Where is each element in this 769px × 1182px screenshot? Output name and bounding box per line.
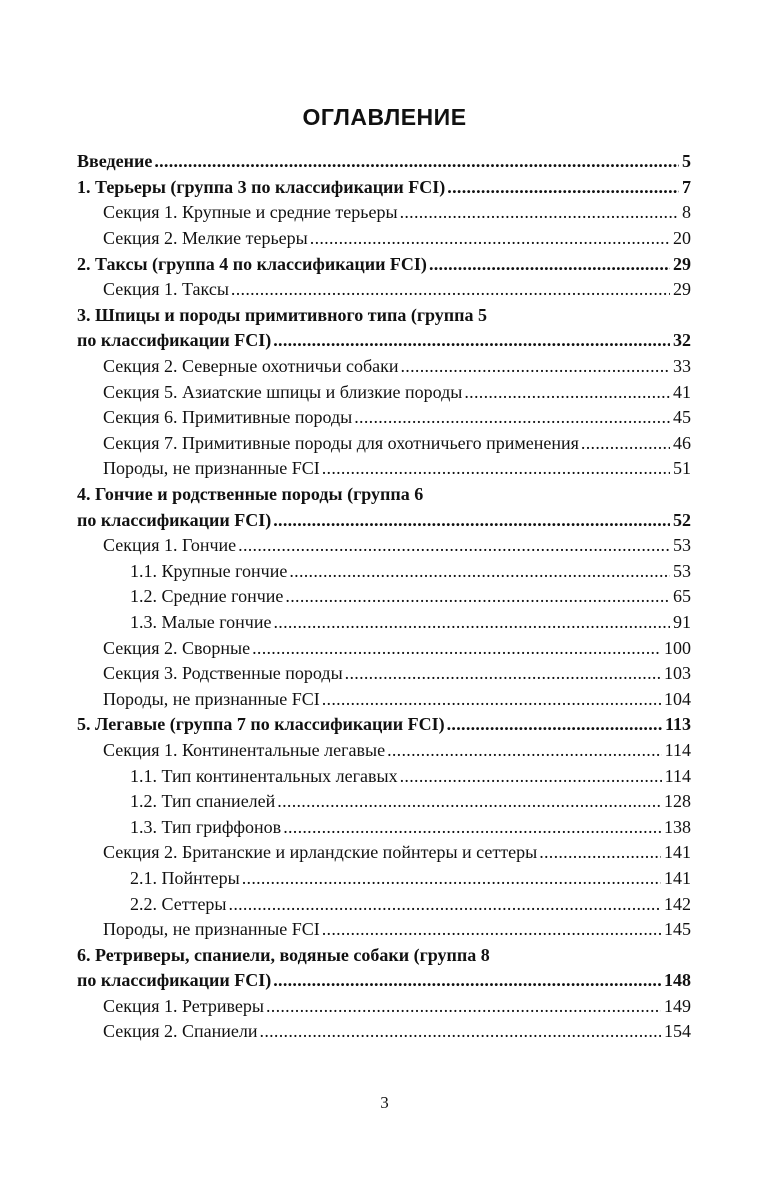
toc-entry — [77, 866, 691, 892]
toc-entry-title: 1.3. Тип гриффонов — [130, 816, 282, 837]
table-of-contents — [77, 149, 691, 1045]
toc-entry — [77, 328, 691, 354]
toc-entry — [77, 968, 691, 994]
toc-entry — [77, 738, 691, 764]
toc-entry — [77, 405, 691, 431]
toc-leader-dots — [281, 817, 661, 838]
toc-entry — [77, 712, 691, 738]
toc-entry-page: 103 — [664, 663, 691, 684]
toc-entry — [77, 507, 691, 533]
toc-leader-dots — [271, 510, 670, 531]
toc-entry-title: 1. Терьеры (группа 3 по классификации FCI) — [77, 176, 446, 197]
toc-entry-title: Секция 2. Мелкие терьеры — [103, 228, 308, 249]
toc-entry — [77, 635, 691, 661]
toc-entry — [77, 917, 691, 943]
toc-entry — [77, 814, 691, 840]
toc-entry-page: 65 — [673, 586, 691, 607]
toc-entry-title: по классификации FCI) — [77, 970, 272, 991]
toc-leader-dots — [308, 228, 670, 249]
toc-entry — [77, 354, 691, 380]
toc-leader-dots — [445, 177, 679, 198]
toc-leader-dots — [462, 382, 670, 403]
toc-leader-dots — [152, 151, 679, 172]
toc-entry-title: Секция 1. Ретриверы — [103, 995, 264, 1016]
toc-entry-title: 4. Гончие и родственные породы (группа 6 — [77, 484, 424, 505]
toc-entry-title: 2.1. Пойнтеры — [130, 867, 240, 888]
toc-entry — [77, 610, 691, 636]
toc-leader-dots — [236, 535, 670, 556]
toc-leader-dots — [385, 740, 662, 761]
toc-entry-page: 114 — [664, 739, 691, 760]
toc-entry-page: 141 — [664, 867, 691, 888]
toc-entry-page: 20 — [673, 228, 691, 249]
toc-entry-title: 2.2. Сеттеры — [130, 893, 227, 914]
toc-entry-title: 3. Шпицы и породы примитивного типа (группа 5 — [77, 304, 488, 325]
toc-leader-dots — [427, 254, 670, 275]
toc-leader-dots — [343, 663, 661, 684]
toc-entry-page: 46 — [673, 432, 691, 453]
toc-entry — [77, 226, 691, 252]
toc-leader-dots — [250, 638, 661, 659]
toc-entry-page: 100 — [664, 637, 691, 658]
toc-entry-title: Секция 2. Спаниели — [103, 1021, 258, 1042]
toc-entry-page: 141 — [664, 842, 691, 863]
toc-entry-title: Секция 3. Родственные породы — [103, 663, 343, 684]
toc-entry-title: по классификации FCI) — [77, 509, 272, 530]
toc-leader-dots — [264, 996, 661, 1017]
toc-entry — [77, 431, 691, 457]
toc-leader-dots — [320, 919, 661, 940]
toc-entry-title: 1.1. Тип континентальных легавых — [130, 765, 398, 786]
toc-leader-dots — [287, 561, 670, 582]
toc-entry — [77, 251, 691, 277]
toc-entry-page: 8 — [682, 202, 691, 223]
toc-entry-title: Секция 1. Крупные и средние терьеры — [103, 202, 398, 223]
toc-entry — [77, 303, 691, 329]
toc-entry-title: по классификации FCI) — [77, 330, 272, 351]
toc-entry-title: Секция 1. Таксы — [103, 279, 229, 300]
toc-leader-dots — [271, 612, 670, 633]
toc-leader-dots — [283, 586, 670, 607]
toc-entry-title: Секция 6. Примитивные породы — [103, 407, 353, 428]
toc-entry-page: 53 — [673, 560, 691, 581]
toc-entry — [77, 456, 691, 482]
toc-entry — [77, 994, 691, 1020]
toc-entry-page: 51 — [673, 458, 691, 479]
toc-entry-page: 41 — [673, 381, 691, 402]
toc-entry-page: 52 — [673, 509, 691, 530]
toc-entry-title: Породы, не признанные FCI — [103, 919, 320, 940]
toc-entry-title: Секция 7. Примитивные породы для охотничьего применения — [103, 432, 579, 453]
toc-entry-title: Секция 1. Континентальные легавые — [103, 739, 386, 760]
toc-leader-dots — [579, 433, 670, 454]
toc-entry-page: 154 — [664, 1021, 691, 1042]
toc-entry-page: 53 — [673, 535, 691, 556]
toc-entry-title: 2. Таксы (группа 4 по классификации FCI) — [77, 253, 427, 274]
toc-entry-page: 148 — [664, 970, 691, 991]
toc-leader-dots — [320, 458, 670, 479]
toc-entry-title: Секция 2. Северные охотничьи собаки — [103, 356, 399, 377]
toc-entry-title: Породы, не признанные FCI — [103, 688, 320, 709]
toc-entry — [77, 175, 691, 201]
toc-entry-title: 5. Легавые (группа 7 по классификации FCI) — [77, 714, 445, 735]
toc-leader-dots — [271, 970, 661, 991]
toc-entry-page: 104 — [664, 688, 691, 709]
toc-leader-dots — [227, 894, 661, 915]
toc-entry — [77, 891, 691, 917]
toc-entry-title: 6. Ретриверы, спаниели, водяные собаки (группа 8 — [77, 944, 490, 965]
toc-entry-title: Секция 5. Азиатские шпицы и близкие породы — [103, 381, 463, 402]
toc-entry — [77, 1019, 691, 1045]
toc-entry — [77, 942, 691, 968]
toc-leader-dots — [399, 356, 671, 377]
toc-entry-page: 145 — [664, 919, 691, 940]
toc-entry — [77, 533, 691, 559]
toc-leader-dots — [398, 202, 679, 223]
toc-leader-dots — [240, 868, 661, 889]
toc-entry — [77, 277, 691, 303]
toc-heading: ОГЛАВЛЕНИЕ — [302, 104, 467, 130]
toc-entry-page: 91 — [673, 611, 691, 632]
toc-leader-dots — [229, 279, 670, 300]
toc-entry — [77, 584, 691, 610]
toc-entry — [77, 559, 691, 585]
toc-leader-dots — [537, 842, 661, 863]
toc-entry-page: 29 — [673, 279, 691, 300]
toc-entry-page: 114 — [664, 765, 691, 786]
toc-leader-dots — [352, 407, 670, 428]
toc-entry — [77, 149, 691, 175]
toc-leader-dots — [445, 714, 662, 735]
toc-entry-page: 149 — [664, 995, 691, 1016]
toc-entry — [77, 763, 691, 789]
toc-leader-dots — [258, 1021, 661, 1042]
toc-entry-page: 128 — [664, 791, 691, 812]
toc-leader-dots — [398, 766, 662, 787]
toc-entry-page: 113 — [664, 714, 691, 735]
toc-entry-title: 1.2. Тип спаниелей — [130, 791, 276, 812]
toc-leader-dots — [320, 689, 661, 710]
toc-entry-title: Породы, не признанные FCI — [103, 458, 320, 479]
toc-entry-page: 138 — [664, 816, 691, 837]
toc-entry-page: 5 — [682, 151, 691, 172]
toc-entry — [77, 789, 691, 815]
toc-leader-dots — [271, 330, 670, 351]
toc-entry — [77, 661, 691, 687]
toc-entry-title: Секция 2. Британские и ирландские пойнтеры и сеттеры — [103, 842, 538, 863]
toc-entry — [77, 379, 691, 405]
toc-leader-dots — [275, 791, 661, 812]
toc-entry-page: 33 — [673, 356, 691, 377]
toc-entry-title: 1.3. Малые гончие — [130, 611, 272, 632]
toc-entry-title: Секция 2. Сворные — [103, 637, 251, 658]
toc-entry-title: Введение — [77, 151, 153, 172]
toc-entry-title: Секция 1. Гончие — [103, 535, 237, 556]
toc-entry — [77, 200, 691, 226]
toc-entry — [77, 840, 691, 866]
toc-entry-page: 142 — [664, 893, 691, 914]
toc-entry-title: 1.2. Средние гончие — [130, 586, 284, 607]
toc-entry-page: 29 — [673, 253, 691, 274]
toc-entry-page: 32 — [673, 330, 691, 351]
toc-entry-page: 7 — [682, 176, 691, 197]
toc-entry — [77, 686, 691, 712]
toc-entry — [77, 482, 691, 508]
toc-entry-title: 1.1. Крупные гончие — [130, 560, 288, 581]
page-number: 3 — [380, 1093, 389, 1112]
toc-entry-page: 45 — [673, 407, 691, 428]
